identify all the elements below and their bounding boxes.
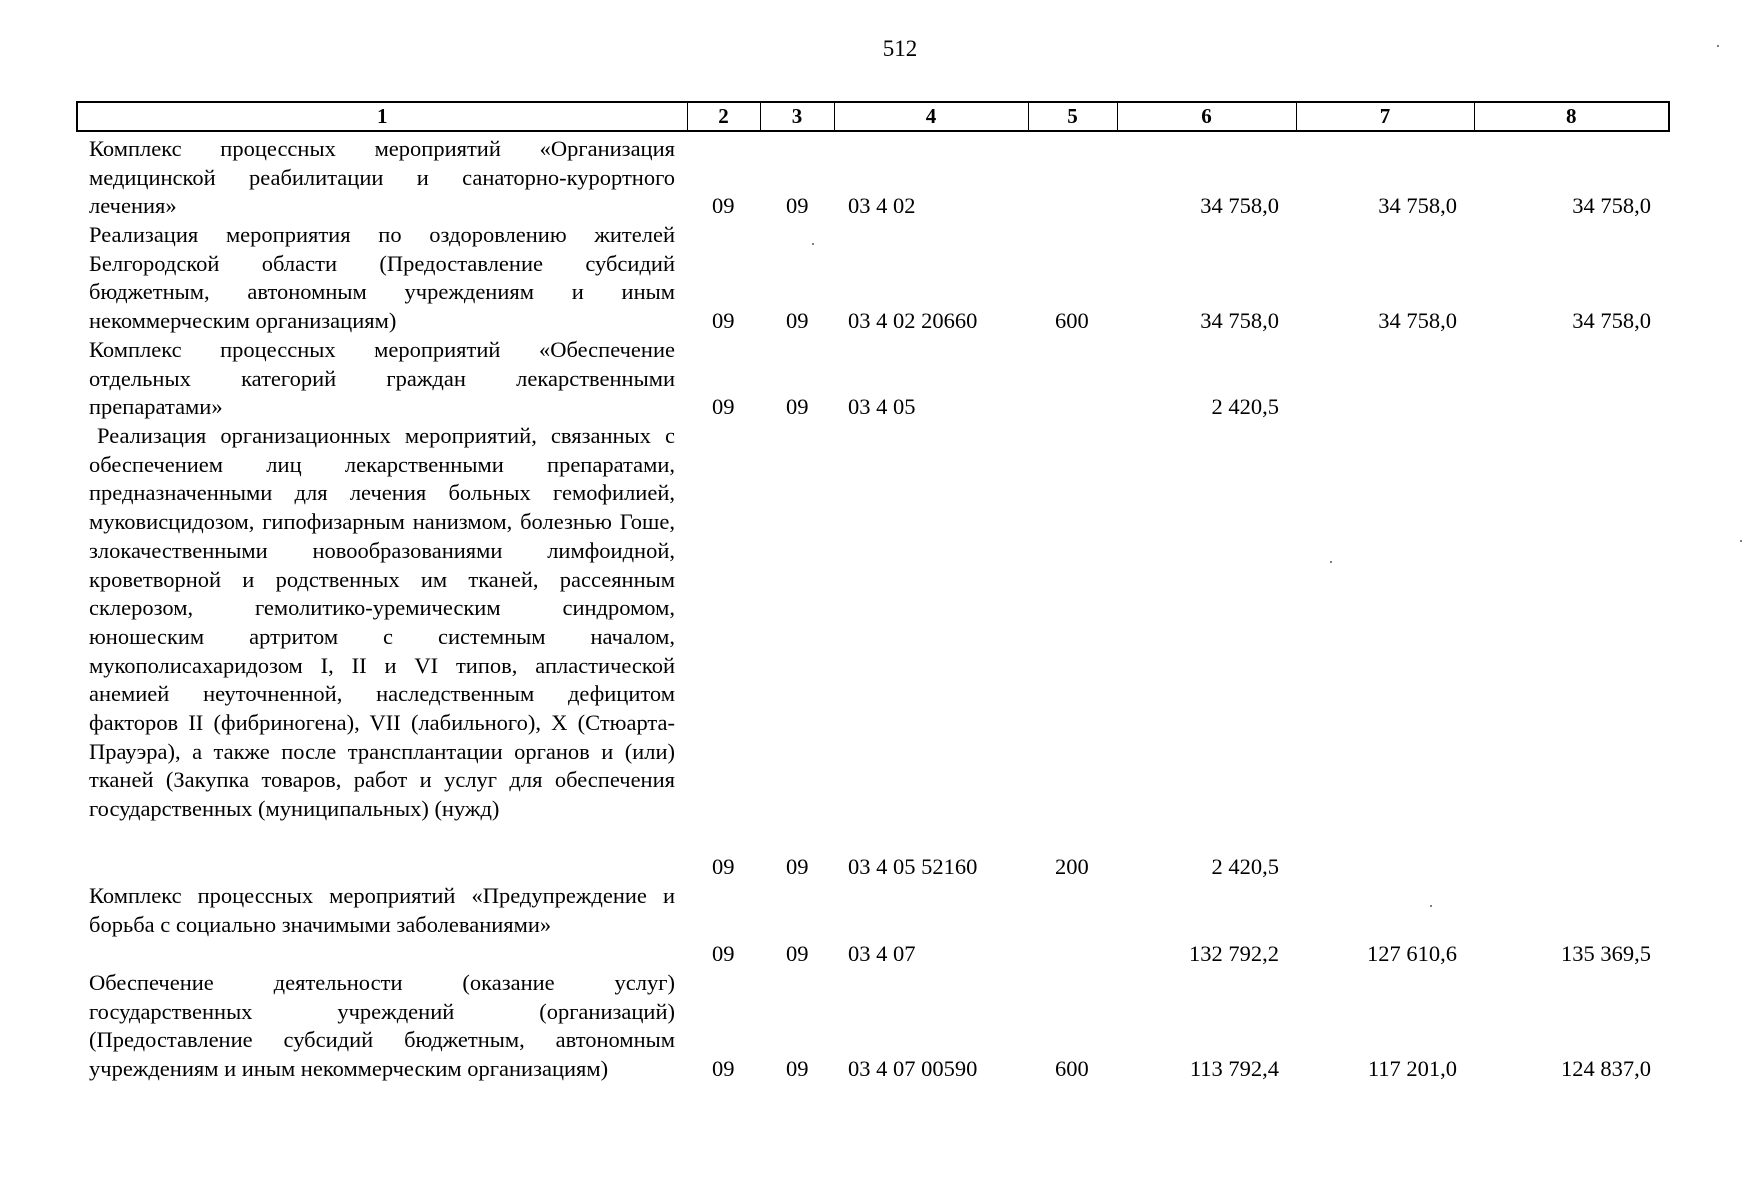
table-row — [89, 336, 1669, 422]
column-header-8: 8 — [1474, 102, 1669, 131]
cell-col6: 113 792,4 — [1189, 1056, 1279, 1082]
row-description: Комплекс процессных мероприятий «Организация медицинской реабилитации и санаторно-курортного лечения» — [89, 136, 675, 219]
cell-col8: 135 369,5 — [1561, 941, 1651, 967]
column-header-3: 3 — [760, 102, 834, 131]
cell-col6: 34 758,0 — [1200, 308, 1279, 334]
scan-speck — [812, 243, 814, 245]
column-header-2: 2 — [687, 102, 760, 131]
row-description: Реализация мероприятия по оздоровлению жителей Белгородской области (Предоставление субсидий бюджетным, автономным учреждениям и иным некоммерческим организациям) — [89, 222, 675, 334]
cell-col2: 09 — [712, 308, 735, 334]
cell-col8: 124 837,0 — [1561, 1056, 1651, 1082]
scan-speck — [1330, 561, 1332, 563]
scan-speck — [1717, 45, 1719, 47]
cell-col4: 03 4 07 — [848, 941, 916, 967]
cell-col2: 09 — [712, 854, 735, 880]
cell-col7: 34 758,0 — [1378, 308, 1457, 334]
column-header-1: 1 — [77, 102, 687, 131]
row-description: Комплекс процессных мероприятий «Обеспечение отдельных категорий граждан лекарственными препаратами» — [89, 337, 675, 420]
cell-col8: 34 758,0 — [1572, 308, 1651, 334]
cell-col6: 2 420,5 — [1211, 854, 1279, 880]
cell-col4: 03 4 05 52160 — [848, 854, 978, 880]
cell-col8: 34 758,0 — [1572, 193, 1651, 219]
cell-col3: 09 — [786, 193, 809, 219]
cell-col6: 2 420,5 — [1211, 394, 1279, 420]
cell-col2: 09 — [712, 941, 735, 967]
cell-col3: 09 — [786, 941, 809, 967]
cell-col7: 127 610,6 — [1367, 941, 1457, 967]
row-description: Обеспечение деятельности (оказание услуг) государственных учреждений (организаций) (Предоставление субсидий бюджетным, автономным учреждениям и иным некоммерческим организациям) — [89, 970, 675, 1082]
cell-col2: 09 — [712, 394, 735, 420]
cell-col2: 09 — [712, 1056, 735, 1082]
table-row — [89, 135, 1669, 221]
cell-col4: 03 4 02 20660 — [848, 308, 978, 334]
cell-col6: 34 758,0 — [1200, 193, 1279, 219]
column-header-5: 5 — [1028, 102, 1117, 131]
scan-speck — [1430, 905, 1432, 907]
cell-col7: 117 201,0 — [1367, 1056, 1457, 1082]
table-row — [89, 882, 1669, 969]
cell-col5: 200 — [1055, 854, 1089, 880]
scan-speck — [1740, 540, 1742, 542]
cell-col3: 09 — [786, 1056, 809, 1082]
cell-col4: 03 4 07 00590 — [848, 1056, 978, 1082]
column-header-6: 6 — [1117, 102, 1296, 131]
column-header-7: 7 — [1296, 102, 1474, 131]
cell-col3: 09 — [786, 394, 809, 420]
cell-col3: 09 — [786, 308, 809, 334]
column-header-table — [76, 101, 1670, 132]
cell-col3: 09 — [786, 854, 809, 880]
cell-col2: 09 — [712, 193, 735, 219]
row-description: Комплекс процессных мероприятий «Предупреждение и борьба с социально значимыми заболеваниями» — [89, 883, 675, 937]
cell-col4: 03 4 02 — [848, 193, 916, 219]
cell-col5: 600 — [1055, 308, 1089, 334]
row-description: Реализация организационных мероприятий, связанных с обеспечением лиц лекарственными препаратами, предназначенными для лечения больных гемофилией, муковисцидозом, гипофизарным нанизмом, болезнью Гоше, злокачественными новообразованиями лимфоидной, кроветворной и родственных им тканей, рассеянным склерозом, гемолитико-уремическим синдромом, юношеским артритом с системным началом, мукополисахаридозом I, II и VI типов, апластической анемией неуточненной, наследственным дефицитом факторов II (фибриногена), VII (лабильного), X (Стюарта-Прауэра), а также после трансплантации органов и (или) тканей (Закупка товаров, работ и услуг для обеспечения государственных (муниципальных) (нужд) — [89, 423, 675, 822]
page-number: 512 — [882, 36, 918, 61]
cell-col6: 132 792,2 — [1189, 941, 1279, 967]
table-row — [89, 969, 1669, 1084]
column-header-4: 4 — [834, 102, 1028, 131]
table-row — [89, 221, 1669, 336]
table-row — [89, 422, 1669, 882]
cell-col4: 03 4 05 — [848, 394, 916, 420]
cell-col5: 600 — [1055, 1056, 1089, 1082]
cell-col7: 34 758,0 — [1378, 193, 1457, 219]
